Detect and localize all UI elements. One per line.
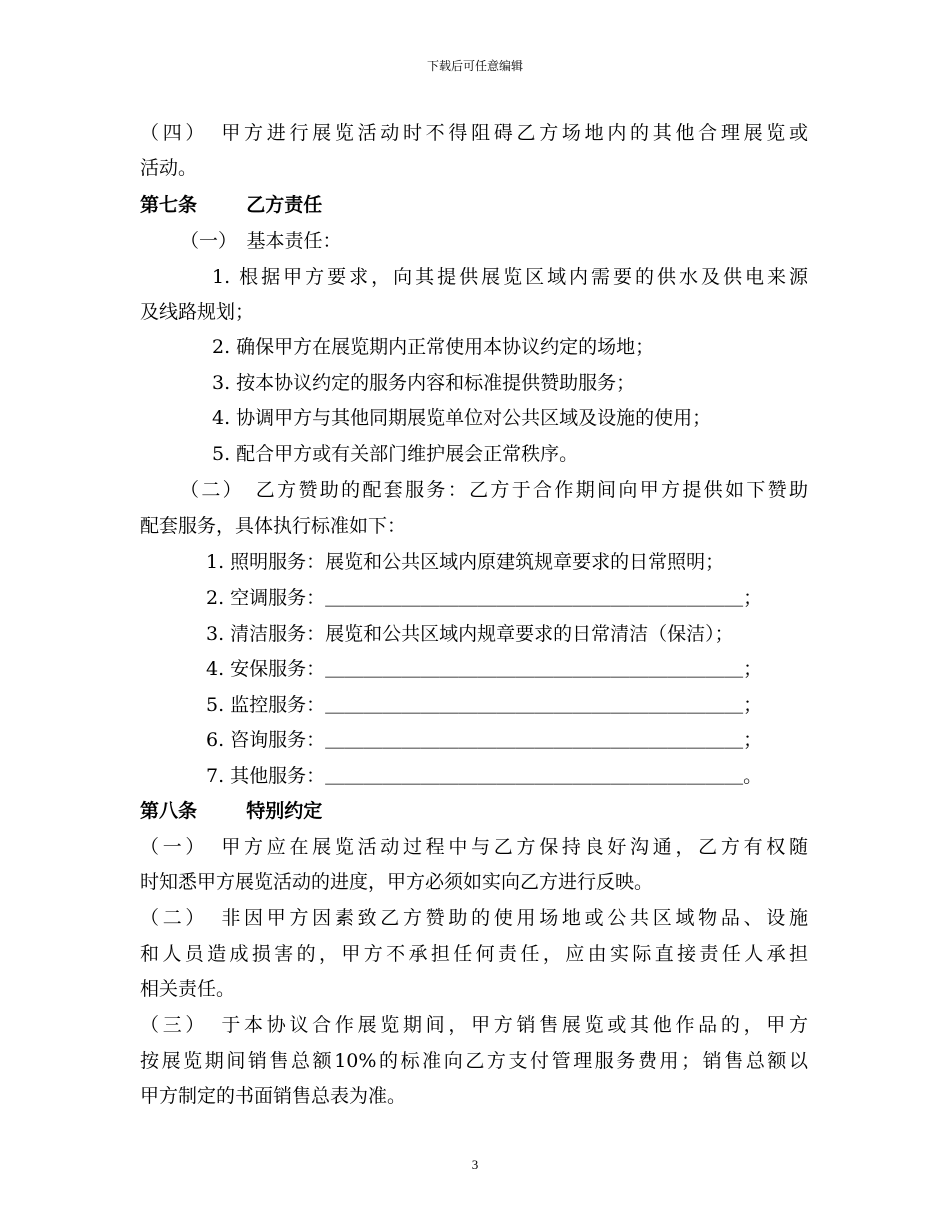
list-item: 7. 其他服务：＿＿＿＿＿＿＿＿＿＿＿＿＿＿＿＿＿＿＿＿＿＿。 (206, 765, 763, 787)
para-line: 按展览期间销售总额10%的标准向乙方支付管理服务费用；销售总额以 (140, 1050, 808, 1072)
page-number: 3 (471, 1157, 479, 1172)
list-item: 3. 按本协议约定的服务内容和标准提供赞助服务； (212, 372, 636, 394)
list-item: 1. 照明服务：展览和公共区域内原建筑规章要求的日常照明； (206, 551, 725, 573)
para-line: （二） 非因甲方因素致乙方赞助的使用场地或公共区域物品、设施 (140, 907, 808, 929)
para-line: 和人员造成损害的，甲方不承担任何责任，应由实际直接责任人承担 (140, 943, 808, 965)
para-line: 及线路规划； (140, 301, 255, 323)
article-heading (140, 193, 322, 217)
article-number: 第八条 (140, 800, 198, 822)
list-item: 4. 协调甲方与其他同期展览单位对公共区域及设施的使用； (212, 407, 712, 429)
list-item: 5. 监控服务：＿＿＿＿＿＿＿＿＿＿＿＿＿＿＿＿＿＿＿＿＿＿； (206, 694, 763, 716)
list-item: 5. 配合甲方或有关部门维护展会正常秩序。 (212, 443, 579, 465)
para-line: （一） 基本责任： (180, 230, 342, 252)
para-line: （三） 于本协议合作展览期间，甲方销售展览或其他作品的，甲方 (140, 1014, 808, 1036)
para-line: （二） 乙方赞助的配套服务：乙方于合作期间向甲方提供如下赞助 (180, 479, 808, 501)
list-item: 2. 空调服务：＿＿＿＿＿＿＿＿＿＿＿＿＿＿＿＿＿＿＿＿＿＿； (206, 587, 763, 609)
para-line: （一） 甲方应在展览活动过程中与乙方保持良好沟通，乙方有权随 (140, 836, 808, 858)
para-line: （四） 甲方进行展览活动时不得阻碍乙方场地内的其他合理展览或 (140, 122, 808, 144)
list-item: 3. 清洁服务：展览和公共区域内规章要求的日常清洁（保洁）； (206, 623, 734, 645)
article-heading (140, 799, 322, 823)
list-item: 2. 确保甲方在展览期内正常使用本协议约定的场地； (212, 336, 655, 358)
article-title: 特别约定 (246, 800, 323, 822)
article-title: 乙方责任 (246, 194, 323, 216)
para-line: 相关责任。 (140, 978, 236, 1000)
list-item: 1. 根据甲方要求，向其提供展览区域内需要的供水及供电来源 (212, 266, 808, 288)
para-line: 甲方制定的书面销售总表为准。 (140, 1085, 407, 1107)
list-item: 4. 安保服务：＿＿＿＿＿＿＿＿＿＿＿＿＿＿＿＿＿＿＿＿＿＿； (206, 658, 763, 680)
page-header: 下载后可任意编辑 (426, 59, 523, 73)
para-line: 时知悉甲方展览活动的进度，甲方必须如实向乙方进行反映。 (140, 871, 654, 893)
para-line: 配套服务，具体执行标准如下： (140, 515, 407, 537)
article-number: 第七条 (140, 194, 198, 216)
para-line: 活动。 (140, 157, 198, 179)
list-item: 6. 咨询服务：＿＿＿＿＿＿＿＿＿＿＿＿＿＿＿＿＿＿＿＿＿＿； (206, 729, 763, 751)
